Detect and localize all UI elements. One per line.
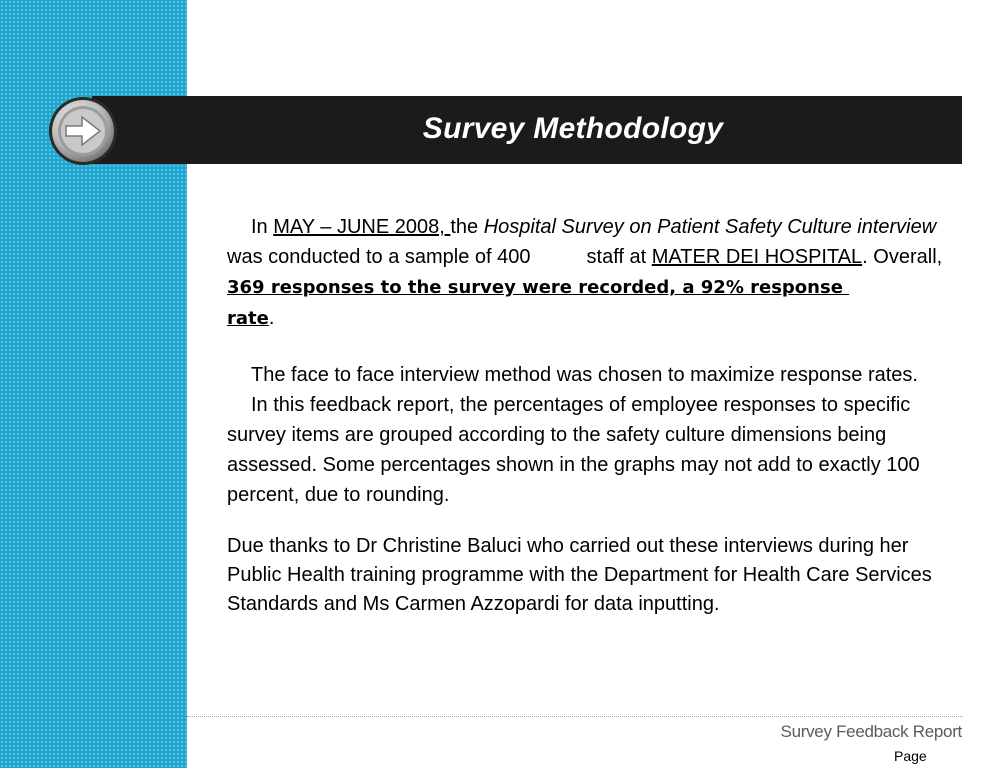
methodology-paragraph: [227, 212, 943, 334]
hospital-name: MATER DEI HOSPITAL: [651, 246, 863, 268]
acknowledgements-paragraph: Due thanks to Dr Christine Baluci who carried out these interviews during her Public Health training programme with the Department for Health Care Services Standards and Ms Carmen Azzopardi for data inputting.: [227, 535, 932, 615]
p1-overall: . Overall,: [862, 246, 943, 268]
page-label: Page: [894, 748, 927, 764]
response-summary: 369 responses to the survey were recorded, a 92% response: [227, 277, 850, 298]
p1-mid: the: [450, 216, 484, 238]
body-content: [227, 212, 943, 619]
p1-staff: staff at: [586, 246, 652, 268]
p1-mid2: was conducted to a sample of 400: [227, 246, 531, 268]
page-title: Survey Methodology: [422, 112, 724, 145]
interview-method-paragraph: The face to face interview method was chosen to maximize response rates.: [251, 364, 918, 386]
survey-name: Hospital Survey on Patient Safety Culture interview: [483, 216, 937, 238]
feedback-report-paragraph: In this feedback report, the percentages of employee responses to specific survey items are grouped according to the safety culture dimensions being assessed. Some percentages shown in the graphs may not add to exactly 100 percent, due to rounding.: [227, 394, 920, 506]
response-rate-word: rate: [227, 308, 269, 329]
survey-date: MAY – JUNE 2008,: [273, 216, 451, 238]
p1-end: .: [268, 307, 275, 329]
p1-intro: In: [251, 216, 274, 238]
report-label: Survey Feedback Report: [780, 722, 962, 741]
footer-divider: [187, 716, 963, 717]
